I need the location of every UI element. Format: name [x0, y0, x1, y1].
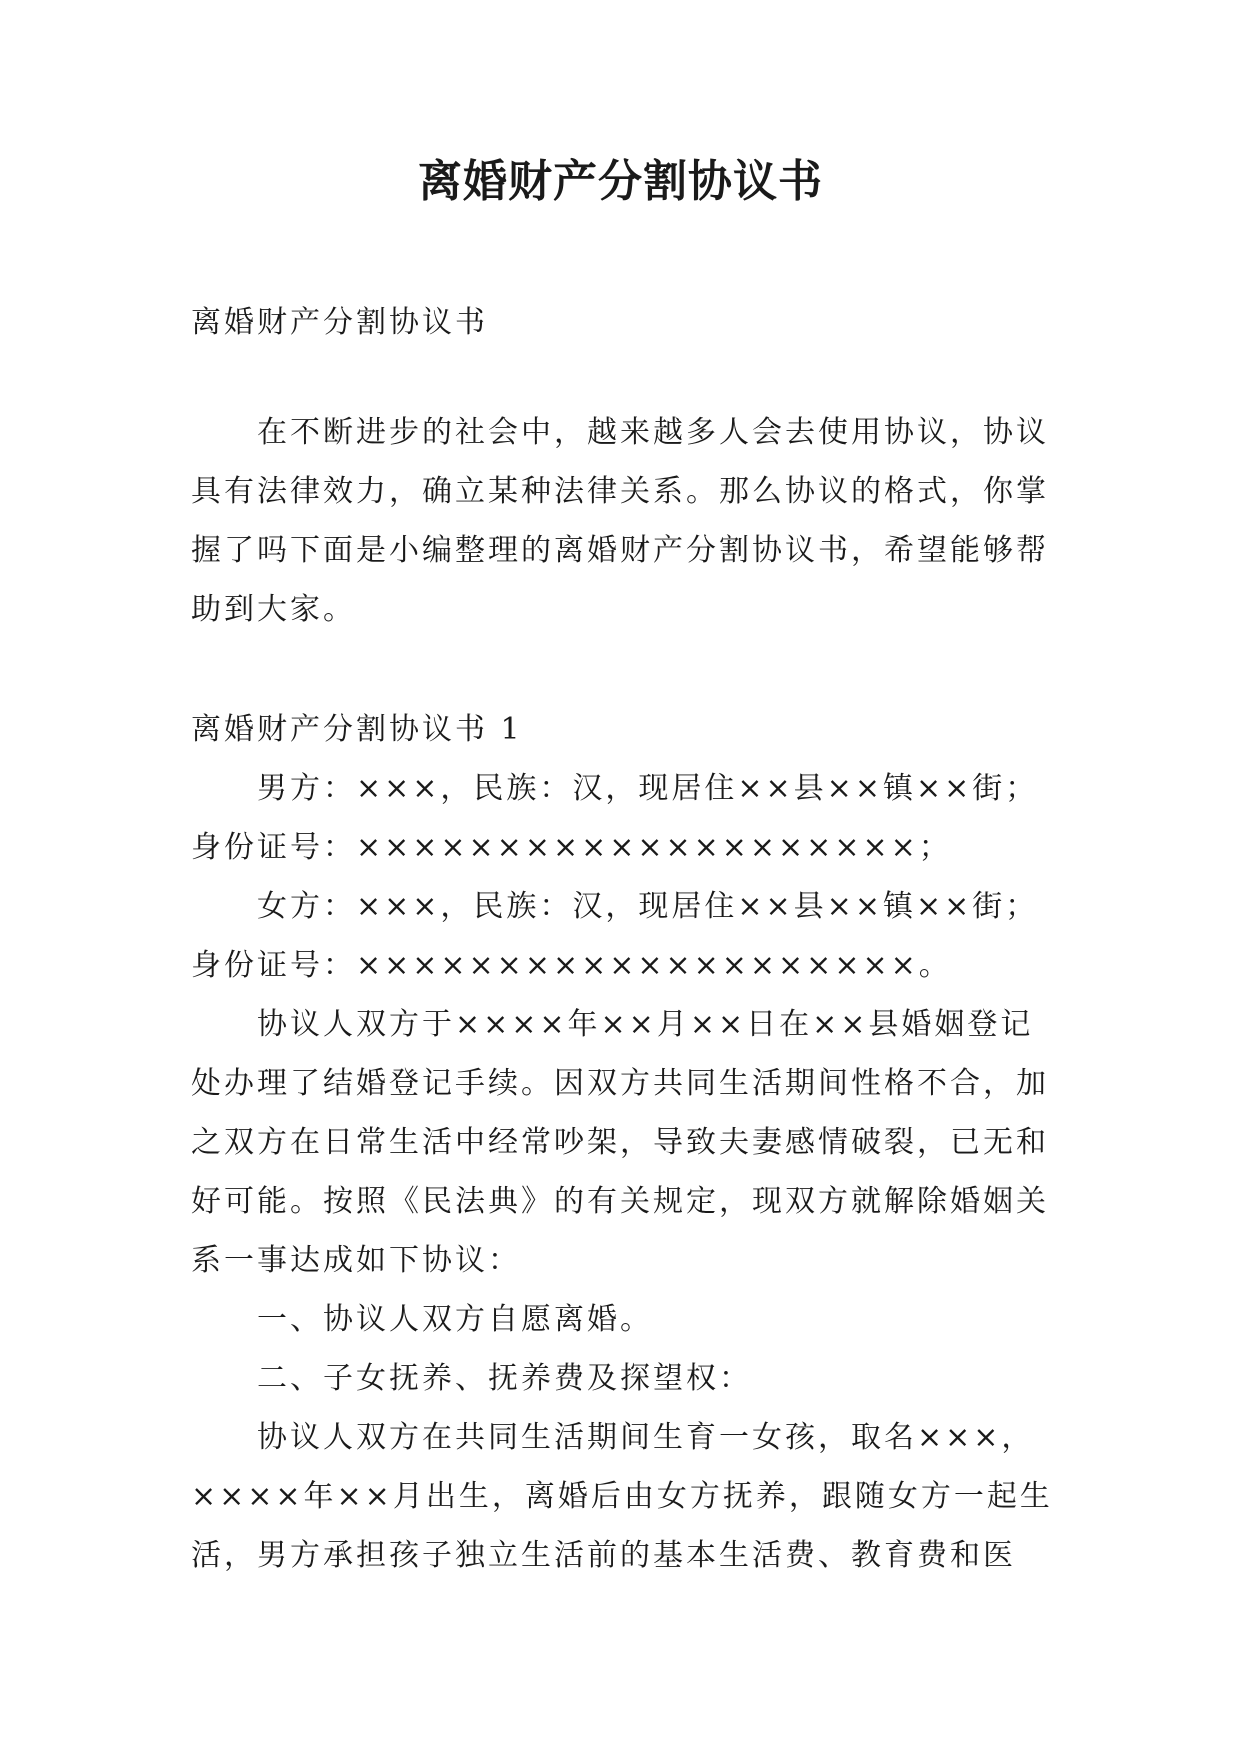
- female-party-paragraph: 女方：×××，民族：汉，现居住××县××镇××街；身份证号：××××××××××××××××××××。: [191, 889, 1039, 983]
- male-party-paragraph: 男方：×××，民族：汉，现居住××县××镇××街；身份证号：××××××××××××××××××××；: [191, 771, 1039, 865]
- document-subtitle: 离婚财产分割协议书: [191, 305, 488, 340]
- intro-paragraph: 在不断进步的社会中，越来越多人会去使用协议，协议具有法律效力，确立某种法律关系。那么协议的格式，你掌握了吗下面是小编整理的离婚财产分割协议书，希望能够帮助到大家。: [191, 415, 1049, 627]
- clause-one: 一、协议人双方自愿离婚。: [257, 1302, 653, 1337]
- agreement-body: [191, 759, 1053, 1585]
- marriage-background-paragraph: 协议人双方于××××年××月××日在××县婚姻登记处办理了结婚登记手续。因双方共同生活期间性格不合，加之双方在日常生活中经常吵架，导致夫妻感情破裂，已无和好可能。按照《民法典》的有关规定，现双方就解除婚姻关系一事达成如下协议：: [191, 1007, 1049, 1278]
- document-title: 离婚财产分割协议书: [418, 156, 823, 207]
- section-heading: 离婚财产分割协议书 1: [191, 712, 523, 747]
- clause-two-heading: 二、子女抚养、抚养费及探望权：: [257, 1361, 752, 1396]
- child-custody-paragraph: 协议人双方在共同生活期间生育一女孩，取名×××，××××年××月出生，离婚后由女方抚养，跟随女方一起生活，男方承担孩子独立生活前的基本生活费、教育费和医: [191, 1420, 1053, 1573]
